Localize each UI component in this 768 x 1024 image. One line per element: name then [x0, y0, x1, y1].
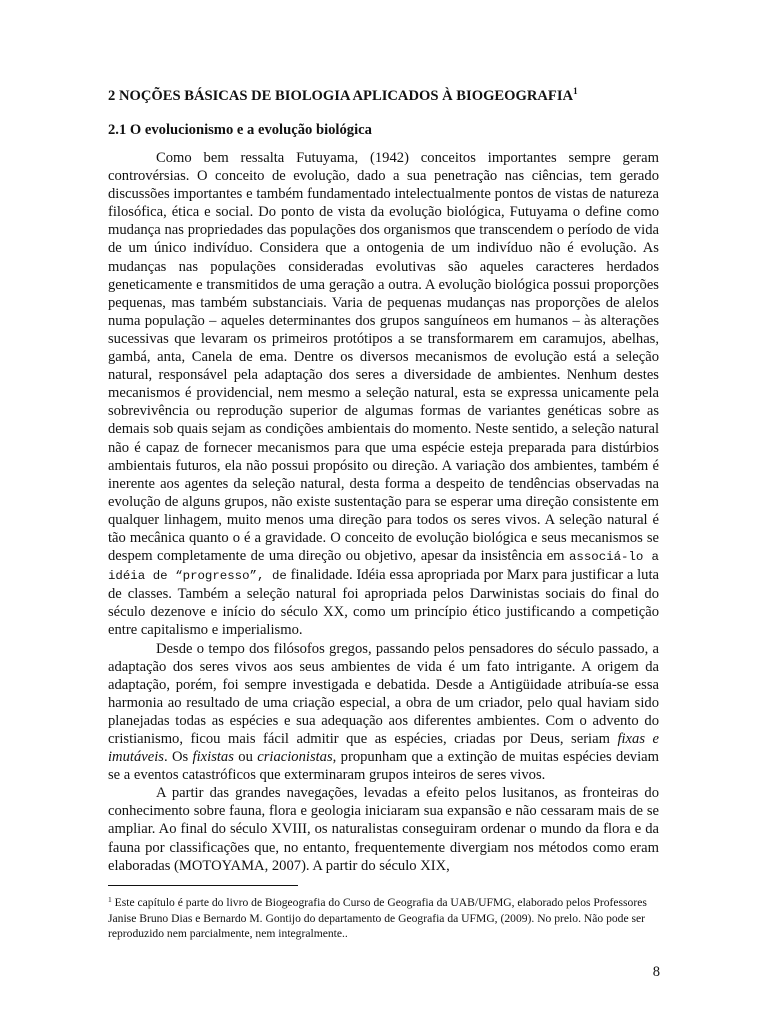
- paragraph-2-text-d: , propunham que a extinção de muitas espécies deviam se a eventos catastróficos que exterminaram grupos inteiros de seres vivos.: [108, 749, 659, 784]
- page-body: [108, 86, 659, 875]
- chapter-title: 2 NOÇÕES BÁSICAS DE BIOLOGIA APLICADOS À BIOGEOGRAFIA: [108, 88, 574, 104]
- page-number: 8: [652, 964, 660, 980]
- paragraph-1-mono-text: associá-lo a idéia de “progresso”, de: [108, 550, 659, 584]
- paragraph-2: [108, 640, 659, 785]
- paragraph-1-text-a: Como bem ressalta Futuyama, (1942) conceitos importantes sempre geram controvérsias. O conceito de evolução, dado a sua penetração nas ciências, tem gerado discussões importantes e também fundamentado intelectualmente pontos de vistas de natureza filosófica, ética e social. Do ponto de vista da evolução biológica, Futuyama o define como mudança nas propriedades das populações dos organismos que transcendem o período de vida de um único indivíduo. Considera que a ontogenia de um indivíduo não é evolução. As mudanças nas populações consideradas evolutivas são aqueles caracteres herdados geneticamente e transmitidos de uma geração a outra. A evolução biológica possui proporções pequenas, mas também substanciais. Varia de pequenas mudanças nas proporções de alelos numa população – aqueles determinantes dos grupos sanguíneos em humanos – às alterações sucessivas que levaram os primeiros protótipos a se transformarem em caramujos, abelhas, gambá, anta, Canela de ema. Dentre os diversos mecanismos de evolução está a seleção natural, responsável pela adaptação dos seres a diversidade de ambientes. Nenhum destes mecanismos é providencial, nem mesmo a seleção natural, esta se expressa unicamente pela sobrevivência ou reprodução superior de algumas formas de variantes genéticas sobre as demais sob quais sejam as condições ambientais do momento. Neste sentido, a seleção natural não é capaz de fornecer mecanismos para que uma espécie esteja preparada para distúrbios ambientais futuros, ela não possui propósito ou direção. A variação dos ambientes, também é inerente aos agentes da seleção natural, desta forma a despeito de tendências observadas na evolução de alguns grupos, não existe sustentação para se esperar uma direção consistente em qualquer linhagem, muito menos uma direção para todos os seres vivos. A seleção natural é tão mecânica quanto o é a gravidade. O conceito de evolução biológica e seus mecanismos se despem completamente de uma direção ou objetivo, apesar da insistência em: [108, 150, 659, 565]
- paragraph-2-text-b: . Os: [163, 749, 193, 766]
- paragraph-2-text-c: ou: [233, 749, 258, 766]
- footnote-marker: 1: [108, 895, 112, 904]
- footnote-divider: [108, 885, 298, 886]
- footnote-text: Este capítulo é parte do livro de Biogeografia do Curso de Geografia da UAB/UFMG, elaborado pelos Professores Janise Bruno Dias e Bernardo M. Gontijo do departamento de Geografia da UFMG, (2009). No prelo. Não pode ser reproduzido nem parcialmente, nem integralmente..: [108, 896, 647, 940]
- paragraph-2-text-a: Desde o tempo dos filósofos gregos, passando pelos pensadores do século passado, a adaptação dos seres vivos aos seus ambientes de vida é um fato intrigante. A origem da adaptação, porém, foi sempre investigada e debatida. Desde a Antigüidade atribuía-se essa harmonia ao resultado de uma criação especial, a obra de um criador, pelo qual haviam sido planejadas todas as espécies e sua adequação aos diferentes ambientes. Com o advento do cristianismo, ficou mais fácil admitir que as espécies, criadas por Deus, seriam: [108, 640, 659, 747]
- footnote: [108, 892, 659, 942]
- chapter-heading: [108, 86, 659, 105]
- paragraph-1-text-b: finalidade. Idéia essa apropriada por Marx para justificar a luta de classes. Também a seleção natural foi apropriada pelos Darwinistas sociais do final do século dezenove e início do século XX, como um princípio ético justificando a competição entre capitalismo e imperialismo.: [108, 567, 659, 639]
- emphasis-fixistas: fixistas: [192, 749, 234, 766]
- paragraph-3: A partir das grandes navegações, levadas a efeito pelos lusitanos, as fronteiras do conhecimento sobre fauna, flora e geologia iniciaram sua expansão e não cessaram mais de se ampliar. Ao final do século XVIII, os naturalistas conseguiram ordenar o mundo da flora e da fauna por classificações que, no entanto, frequentemente divergiam nos métodos como eram elaboradas (MOTOYAMA, 2007). A partir do século XIX,: [108, 785, 659, 874]
- footnote-reference[interactable]: 1: [573, 86, 578, 96]
- emphasis-criacionistas: criacionistas: [257, 749, 333, 766]
- paragraph-1: [108, 149, 659, 640]
- section-heading: 2.1 O evolucionismo e a evolução biológica: [108, 122, 372, 138]
- emphasis-fixas: fixas e imutáveis: [108, 731, 659, 766]
